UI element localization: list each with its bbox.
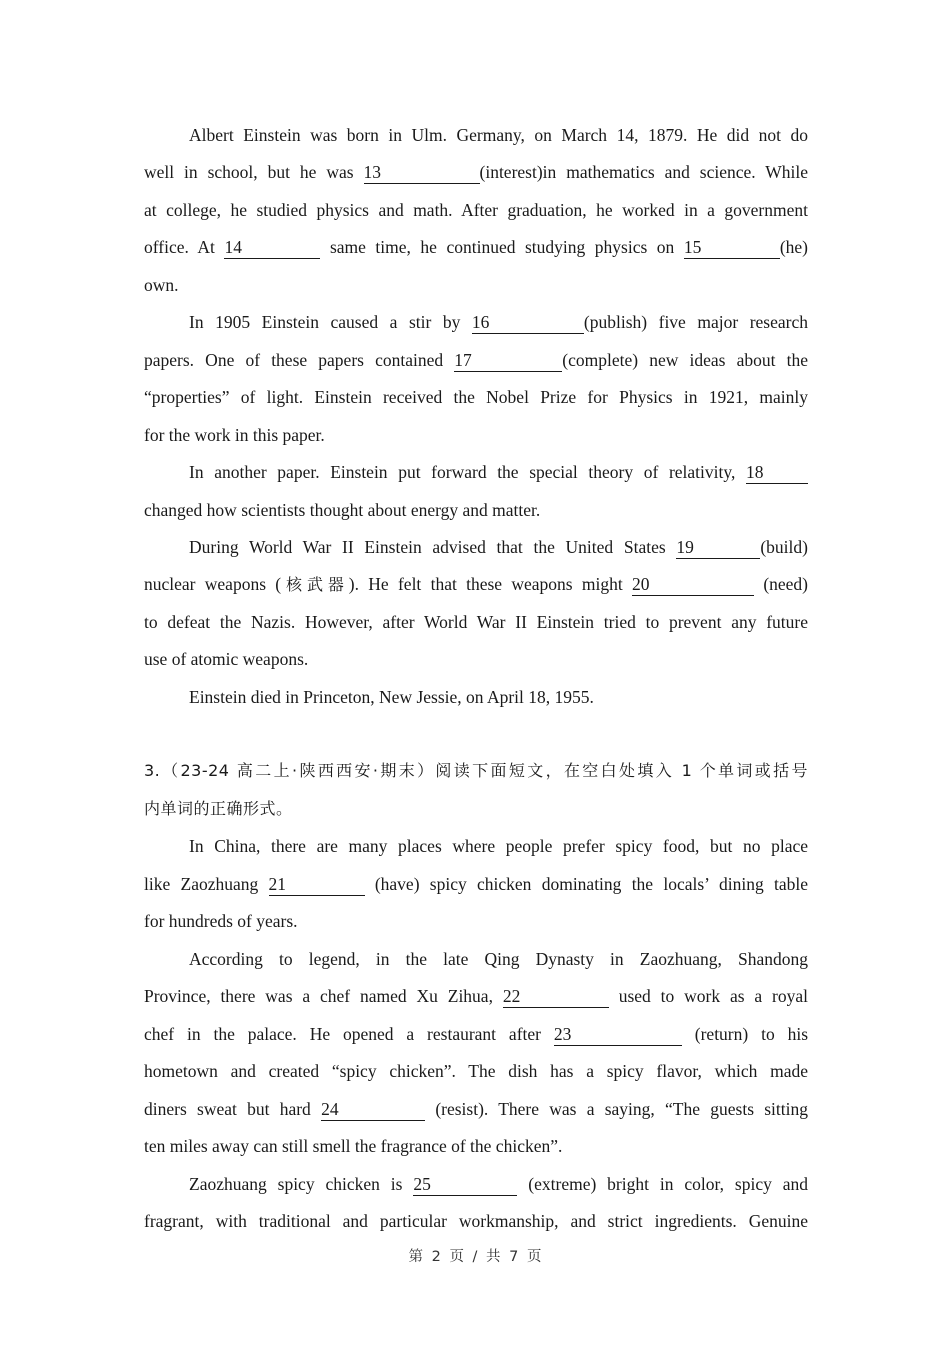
blank-14[interactable]: 14	[224, 237, 320, 259]
text-line	[144, 159, 808, 185]
text: hometown and created “spicy chicken”. The dish has a spicy flavor, which made	[144, 1061, 808, 1081]
text-cjk: 核武器	[281, 575, 349, 594]
text: ). He felt that these weapons might	[348, 574, 623, 594]
text: changed how scientists thought about energy and matter.	[144, 500, 541, 520]
text-line	[144, 347, 808, 373]
text: office. At	[144, 237, 215, 257]
text-line	[144, 272, 179, 298]
text-line	[144, 983, 808, 1009]
text-line	[189, 833, 808, 859]
text: (resist). There was a saying, “The guests sitting	[435, 1099, 809, 1119]
blank-24[interactable]: 24	[321, 1099, 425, 1121]
text: ten miles away can still smell the fragrance of the chicken”.	[144, 1136, 563, 1156]
question-header-text: 3.（23-24 高二上·陕西西安·期末）阅读下面短文，在空白处填入 1 个单词或括号	[144, 761, 808, 780]
text-line	[144, 646, 308, 672]
text-line	[189, 309, 808, 335]
question-3-header	[144, 758, 808, 784]
text-line	[144, 197, 808, 223]
text: use of atomic weapons.	[144, 649, 309, 669]
text-line	[189, 459, 808, 485]
text: “properties” of light. Einstein received the Nobel Prize for Physics in 1921, mainly	[144, 387, 808, 407]
page-number-footer: 第 2 页 / 共 7 页	[408, 1249, 544, 1265]
text: According to legend, in the late Qing Dynasty in Zaozhuang, Shandong	[189, 949, 808, 969]
text-line	[144, 571, 808, 597]
text: at college, he studied physics and math. After graduation, he worked in a government	[144, 200, 808, 220]
text: (interest)in mathematics and science. While	[479, 162, 809, 182]
text: (publish) five major research	[583, 312, 808, 332]
blank-22[interactable]: 22	[503, 986, 609, 1008]
text-line	[144, 1021, 808, 1047]
blank-13[interactable]: 13	[364, 162, 480, 184]
blank-16[interactable]: 16	[472, 312, 584, 334]
text: same time, he continued studying physics on	[329, 237, 675, 257]
blank-17[interactable]: 17	[454, 350, 562, 372]
text-line	[144, 234, 808, 260]
blank-23[interactable]: 23	[554, 1024, 682, 1046]
text: used to work as a royal	[618, 986, 808, 1006]
text-line	[189, 534, 808, 560]
text-line	[144, 497, 540, 523]
text: During World War II Einstein advised that the United States	[189, 537, 666, 557]
text: In China, there are many places where people prefer spicy food, but no place	[189, 836, 808, 856]
text-line	[144, 1096, 808, 1122]
text: fragrant, with traditional and particular workmanship, and strict ingredients. Genuine	[144, 1211, 808, 1231]
text: (complete) new ideas about the	[562, 350, 809, 370]
text: Albert Einstein was born in Ulm. Germany, on March 14, 1879. He did not do	[189, 125, 808, 145]
text: Province, there was a chef named Xu Zihua,	[144, 986, 493, 1006]
blank-15[interactable]: 15	[684, 237, 780, 259]
text-line	[144, 1058, 808, 1084]
text-line	[144, 871, 808, 897]
text: Zaozhuang spicy chicken is	[189, 1174, 403, 1194]
text: for hundreds of years.	[144, 911, 298, 931]
question-header-text: 内单词的正确形式。	[144, 799, 293, 818]
question-3-header-cont	[144, 796, 293, 822]
text: to defeat the Nazis. However, after World War II Einstein tried to prevent any future	[144, 612, 808, 632]
text-line	[144, 609, 808, 635]
blank-21[interactable]: 21	[269, 874, 365, 896]
blank-25[interactable]: 25	[413, 1174, 517, 1196]
text: for the work in this paper.	[144, 425, 325, 445]
text: papers. One of these papers contained	[144, 350, 444, 370]
text-line	[189, 684, 594, 710]
text: (have) spicy chicken dominating the locals’ dining table	[374, 874, 808, 894]
blank-20[interactable]: 20	[632, 574, 754, 596]
text: (need)	[763, 574, 809, 594]
text-line	[144, 384, 808, 410]
text-line	[144, 1133, 562, 1159]
text: (extreme) bright in color, spicy and	[528, 1174, 809, 1194]
text-line	[189, 946, 808, 972]
text-line	[144, 908, 298, 934]
text: Einstein died in Princeton, New Jessie, on April 18, 1955.	[189, 687, 594, 707]
text: (return) to his	[694, 1024, 809, 1044]
text-line	[189, 1171, 808, 1197]
text-line	[144, 1208, 808, 1234]
text: In another paper. Einstein put forward the special theory of relativity,	[189, 462, 736, 482]
text: (build)	[760, 537, 808, 557]
text: nuclear weapons (	[144, 574, 282, 594]
text: chef in the palace. He opened a restaurant after	[144, 1024, 541, 1044]
text: like Zaozhuang	[144, 874, 259, 894]
text: diners sweat but hard	[144, 1099, 311, 1119]
text: own.	[144, 275, 179, 295]
text-line	[189, 122, 808, 148]
blank-19[interactable]: 19	[676, 537, 760, 559]
blank-18[interactable]: 18	[746, 462, 808, 484]
text: well in school, but he was	[144, 162, 354, 182]
text-line	[144, 422, 325, 448]
text: (he)	[779, 237, 808, 257]
text: In 1905 Einstein caused a stir by	[189, 312, 461, 332]
